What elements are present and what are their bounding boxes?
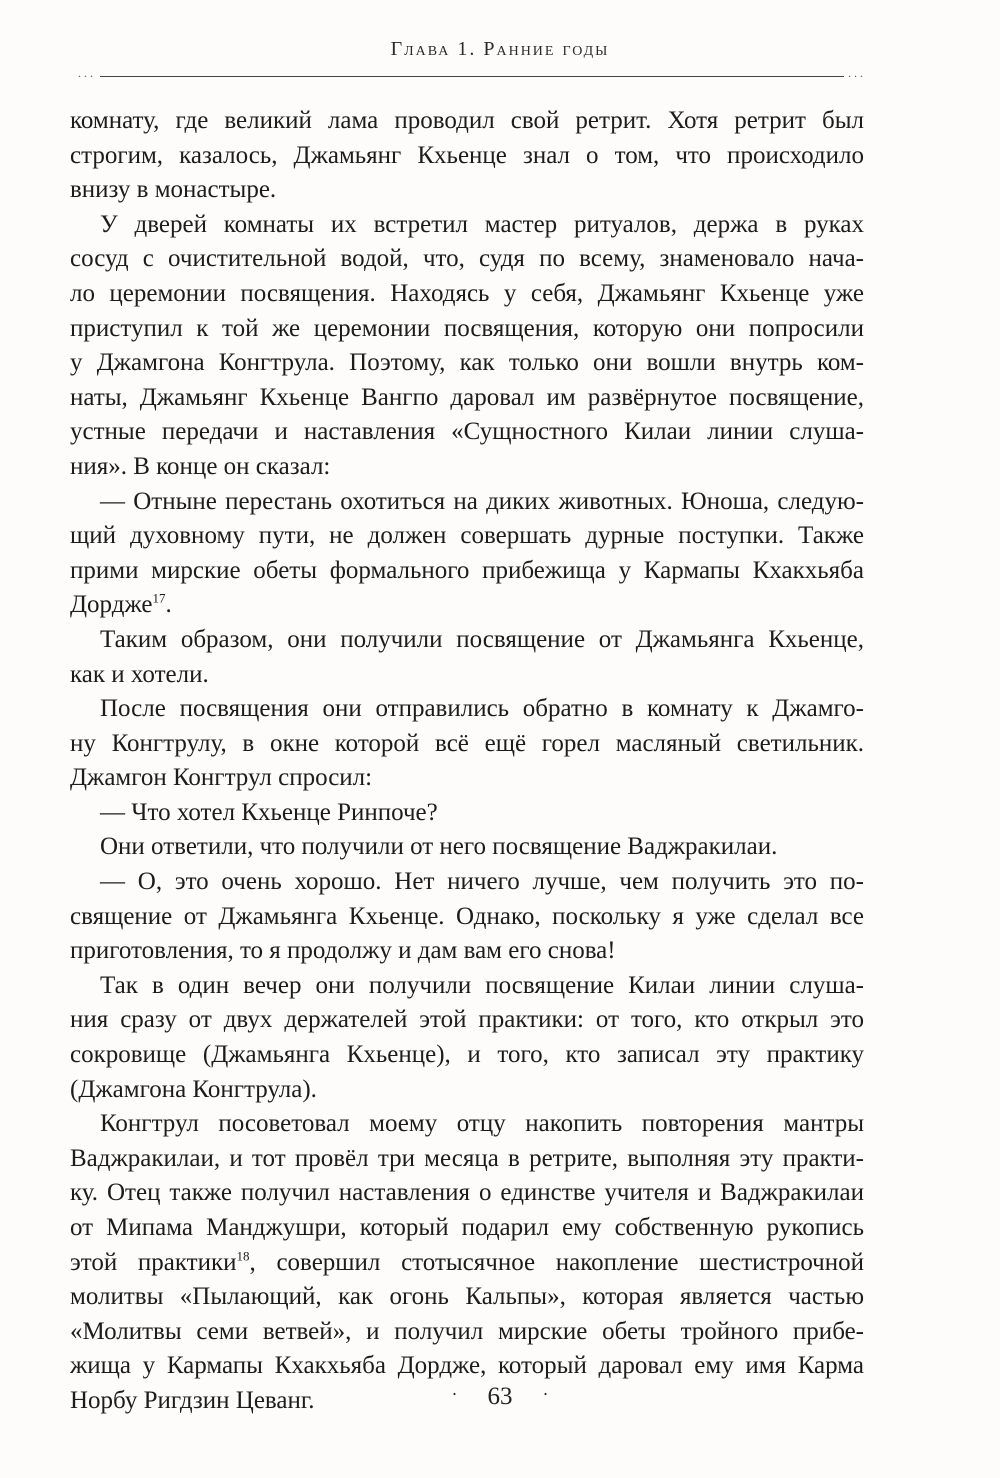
text-line [70,761,864,796]
text-line [70,1073,864,1108]
text-line [70,934,864,969]
text-line-content: наты, Джамьянг Кхьенце Вангпо даровал им развёрнутое посвящение, [70,383,864,411]
text-line [70,865,864,900]
text-line [70,381,864,416]
text-line-content: После посвящения они отправились обратно в комнату к Джамго- [100,695,864,723]
footer-dot-right: · [542,1384,549,1404]
header-rule-dots-right: ... [848,66,866,80]
text-line-content: сосуд с очистительной водой, что, судя по всему, знаменовало нача- [70,245,864,273]
footnote-ref: 18 [236,1248,250,1264]
text-line-content: от Мипама Манджушри, который подарил ему собственную рукопись [70,1214,864,1241]
text-line [70,692,864,727]
text-line-content: у Джамгона Конгтрула. Поэтому, как только они вошли внутрь ком- [70,349,864,377]
text-line [70,485,864,520]
text-line-content: — Отныне перестань охотиться на диких животных. Юноша, следую- [100,487,864,515]
text-line [70,1142,864,1177]
text-line [70,796,864,831]
text-line [70,415,864,450]
text-line-content: комнату, где великий лама проводил свой ретрит. Хотя ретрит был [70,107,864,134]
text-line [70,1176,864,1211]
text-line [70,969,864,1004]
text-line [70,1246,864,1281]
text-line [70,208,864,243]
text-line-content: внизу в монастыре. [70,176,277,204]
text-line-content: — Что хотел Кхьенце Ринпоче? [100,798,438,826]
text-line [70,312,864,347]
text-line-content: Они ответили, что получили от него посвящение Ваджракилаи. [100,833,778,861]
text-line [70,346,864,381]
text-line [70,554,864,589]
header-rule-line [100,76,844,77]
text-line-content: Ваджракилаи, и тот провёл три месяца в ретрите, выполняя эту практи- [70,1144,864,1172]
text-line-content: молитвы «Пылающий, как огонь Кальпы», которая является частью [70,1283,864,1311]
text-line-content: Таким образом, они получили посвящение от Джамьянга Кхьенце, [100,625,864,653]
text-line-content: (Джамгона Конгтрула). [70,1075,317,1103]
text-line-content: устные передачи и наставления «Сущностного Килаи линии слуша- [70,418,864,446]
text-line [70,1107,864,1142]
text-line-content: приготовления, то я продолжу и дам вам его снова! [70,937,616,965]
text-line-content: как и хотели. [70,660,209,688]
text-line [70,173,864,208]
text-line [70,1211,864,1246]
footnote-ref: 17 [152,590,166,606]
body-text [70,104,864,1419]
text-line [70,623,864,658]
page-footer [0,1383,1000,1411]
text-line [70,104,864,139]
text-line [70,900,864,935]
running-head: Глава 1. Ранние годы [390,38,610,60]
text-line-content: сокровище (Джамьянга Кхьенце), и того, кто записал эту практику [70,1041,864,1069]
text-line [70,588,864,623]
text-line-content: Конгтрул посоветовал моему отцу накопить повторения мантры [100,1110,864,1138]
text-line-content: жища у Кармапы Кхакхьяба Дордже, который даровал ему имя Карма [70,1352,864,1380]
text-line-content: ку. Отец также получил наставления о единстве учителя и Ваджракилаи [70,1179,864,1207]
text-line [70,1315,864,1350]
text-line [70,1003,864,1038]
text-line-content: Джамгон Конгтрул спросил: [70,764,373,792]
text-line [70,830,864,865]
text-line [70,727,864,762]
text-line-content: ния сразу от двух держателей этой практики: от того, кто открыл это [70,1006,864,1034]
text-line [70,450,864,485]
text-line-continuation: , совершил стотысячное накопление шестистрочной [249,1248,864,1276]
text-line-content: щий духовному пути, не должен совершать дурные поступки. Также [70,522,864,550]
header-rule-dots-left: ... [78,66,96,80]
text-line-content: — О, это очень хорошо. Нет ничего лучше, чем получить это по- [100,868,864,896]
text-line [70,1038,864,1073]
footer-dot-left: · [451,1384,458,1404]
text-line [70,658,864,693]
text-line [70,1349,864,1384]
text-line-content: ния». В конце он сказал: [70,452,331,480]
text-line-content: Норбу Ригдзин Цеванг. [70,1386,315,1414]
text-line-content: У дверей комнаты их встретил мастер ритуалов, держа в руках [100,210,864,238]
header-rule [78,66,866,82]
text-line-content: «Молитвы семи ветвей», и получил мирские обеты тройного прибе- [70,1317,864,1345]
text-line-content: Дордже [70,591,153,619]
text-line [70,139,864,174]
text-line-content: этой практики [70,1248,237,1276]
page-number: 63 [487,1383,513,1410]
text-line [70,242,864,277]
text-line [70,277,864,312]
text-line [70,519,864,554]
text-line-content: священие от Джамьянга Кхьенце. Однако, поскольку я уже сделал все [70,902,864,930]
text-line-content: ну Конгтрулу, в окне которой всё ещё горел масляный светильник. [70,729,864,757]
text-line-content: строгим, казалось, Джамьянг Кхьенце знал о том, что происходило [70,141,864,169]
text-line-content: ло церемонии посвящения. Находясь у себя, Джамьянг Кхьенце уже [70,279,864,307]
text-line-content: прими мирские обеты формального прибежища у Кармапы Кхакхьяба [70,556,864,584]
text-line-continuation: . [165,591,172,619]
text-line-content: приступил к той же церемонии посвящения, которую они попросили [70,314,864,342]
text-line-content: Так в один вечер они получили посвящение Килаи линии слуша- [100,971,864,999]
text-line [70,1280,864,1315]
